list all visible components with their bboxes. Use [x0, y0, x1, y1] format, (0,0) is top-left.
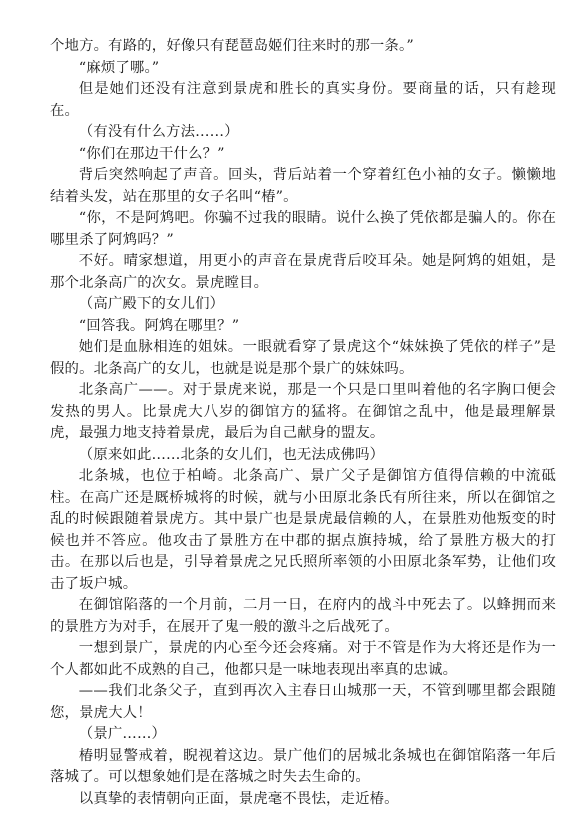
paragraph: （景广……）: [78, 726, 167, 742]
paragraph: 一想到景广，景虎的内心至今还会疼痛。对于不管是作为大将还是作为一个人都如此不成熟的自己，他都只是一味地表现出率真的忠诚。: [50, 640, 556, 678]
novel-page: [50, 36, 556, 810]
paragraph: 北条高广——。对于景虎来说，那是一个只是口里叫着他的名字胸口便会发热的男人。比景虎大八岁的御馆方的猛将。在御馆之乱中，他是最理解景虎，最强力地支持着景虎，最后为自己献身的盟友。: [50, 382, 556, 441]
paragraph: 北条城，也位于柏崎。北条高广、景广父子是御馆方值得信赖的中流砥柱。在高广还是厩桥城将的时候，就与小田原北条氏有所往来，所以在御馆之乱的时候跟随着景虎方。其中景广也是景虎最信赖的人，在景胜劝他叛变的时候也并不答应。他攻击了景胜方在中郡的据点旗持城，给了景胜方极大的打击。在那以后也是，引导着景虎之兄氏照所率领的小田原北条军势，让他们攻击了坂户城。: [50, 468, 556, 592]
paragraph: 背后突然响起了声音。回头，背后站着一个穿着红色小袖的女子。懒懒地结着头发，站在那里的女子名叫“椿”。: [50, 167, 556, 205]
paragraph: （高广殿下的女儿们）: [78, 296, 225, 312]
paragraph: “麻烦了哪。”: [78, 59, 160, 76]
paragraph: 但是她们还没有注意到景虎和胜长的真实身份。要商量的话，只有趁现在。: [50, 81, 556, 119]
paragraph: “你，不是阿鸩吧。你骗不过我的眼睛。说什么换了凭依都是骗人的。你在哪里杀了阿鸩吗？”: [50, 210, 556, 248]
paragraph: ——我们北条父子，直到再次入主春日山城那一天，不管到哪里都会跟随您，景虎大人！: [50, 683, 556, 721]
paragraph: 以真挚的表情朝向正面，景虎毫不畏怯，走近椿。: [78, 790, 399, 807]
paragraph: 在御馆陷落的一个月前，二月一日，在府内的战斗中死去了。以蜂拥而来的景胜方为对手，在展开了鬼一般的激斗之后战死了。: [50, 597, 556, 635]
paragraph: （有没有什么方法……）: [78, 124, 239, 140]
paragraph: （原来如此……北条的女儿们，也无法成佛吗）: [78, 446, 385, 463]
paragraph: “你们在那边干什么？”: [78, 145, 225, 162]
paragraph: 她们是血脉相连的姐妹。一眼就看穿了景虎这个“妹妹换了凭依的样子”是假的。北条高广的女儿，也就是说是那个景广的妹妹吗。: [50, 339, 556, 377]
paragraph: 不好。晴家想道，用更小的声音在景虎背后咬耳朵。她是阿鸩的姐姐，是那个北条高广的次女。景虎瞠目。: [50, 253, 556, 291]
paragraph: 个地方。有路的，好像只有琵琶岛姬们往来时的那一条。”: [50, 38, 414, 54]
paragraph: 椿明显警戒着，睨视着这边。景广他们的居城北条城也在御馆陷落一年后落城了。可以想象她们是在落城之时失去生命的。: [50, 747, 556, 785]
paragraph: “回答我。阿鸩在哪里？”: [78, 317, 240, 334]
